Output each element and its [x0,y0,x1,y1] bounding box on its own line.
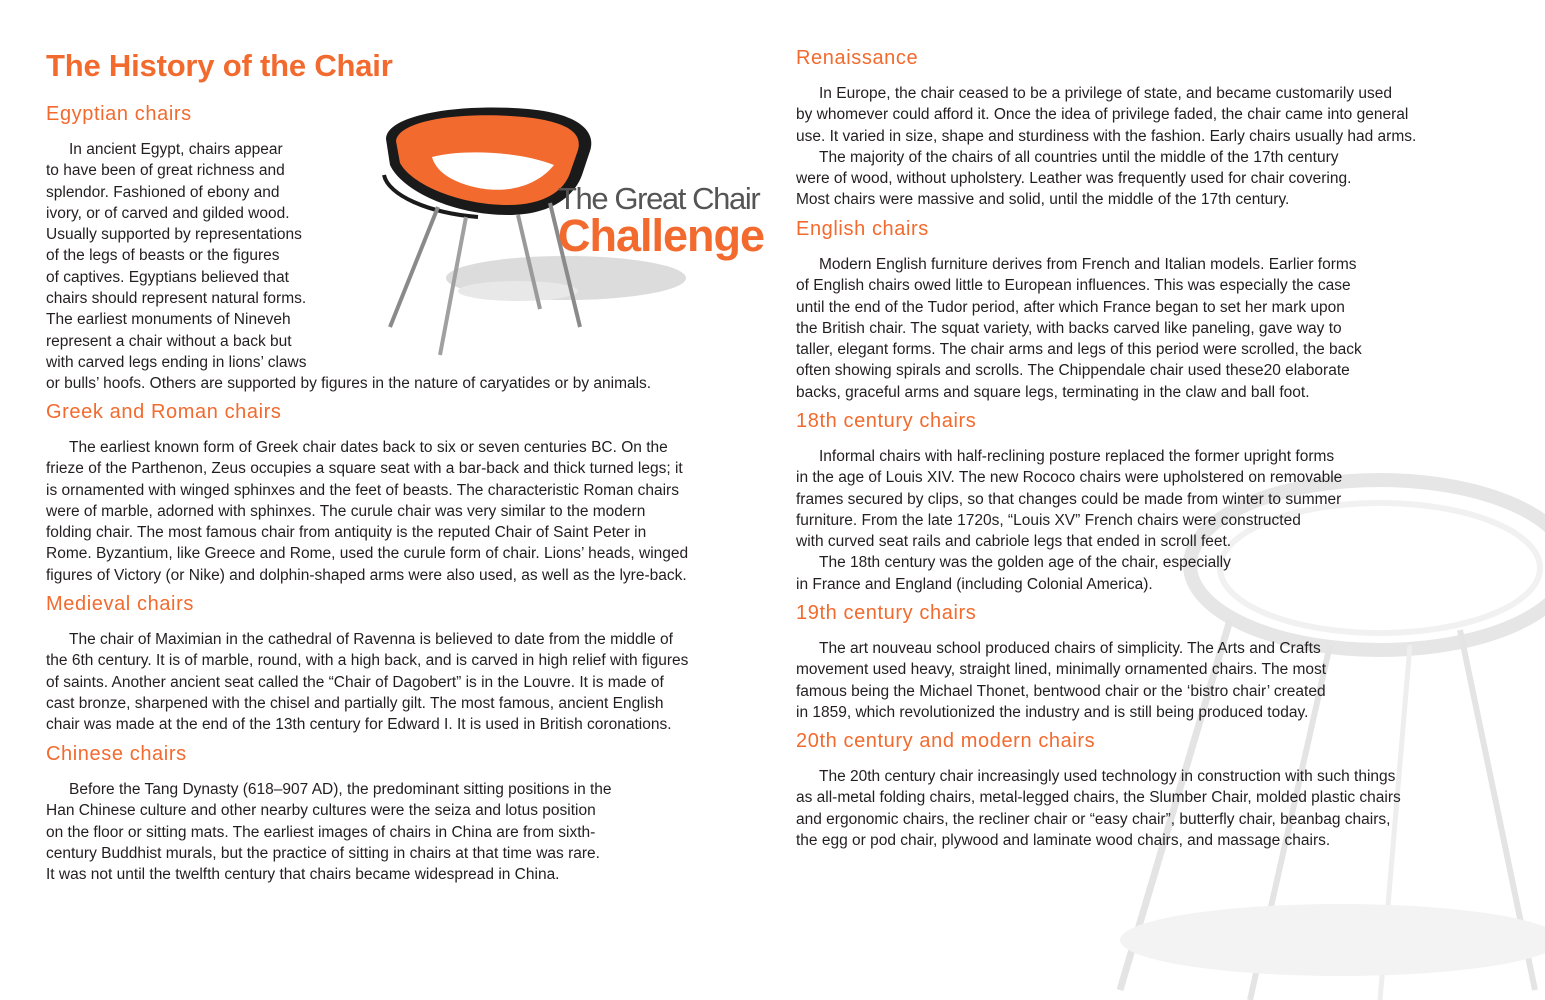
section-body [796,83,1496,211]
body-line: It was not until the twelfth century that chairs became widespread in China. [46,866,560,884]
section-greek-roman-chairs [46,400,766,586]
body-line: famous being the Michael Thonet, bentwood chair or the ‘bistro chair’ created [796,682,1326,700]
section-heading: English chairs [796,218,929,240]
body-line: The art nouveau school produced chairs of simplicity. The Arts and Crafts [819,640,1321,657]
body-line: splendor. Fashioned of ebony and [46,183,280,201]
section-body [796,638,1496,723]
body-line: The 20th century chair increasingly used technology in construction with such things [819,768,1396,785]
section-body [796,254,1496,403]
body-line: represent a chair without a back but [46,332,292,350]
body-line: in France and England (including Colonial America). [796,575,1153,593]
body-line: Informal chairs with half-reclining posture replaced the former upright forms [819,448,1335,465]
section-heading: Chinese chairs [46,743,187,765]
section-body [46,437,766,586]
body-line: and ergonomic chairs, the recliner chair or “easy chair”, butterfly chair, beanbag chairs, [796,810,1391,828]
section-chinese-chairs [46,742,766,885]
section-body [796,766,1496,851]
body-line: The 18th century was the golden age of the chair, especially [819,554,1231,572]
body-line: or bulls’ hoofs. Others are supported by figures in the nature of caryatides or by animals. [46,375,652,393]
body-line: of the legs of beasts or the figures [46,247,280,265]
body-line: cast bronze, sharpened with the chisel and partially gilt. The most famous, ancient English [46,694,664,712]
body-line: use. It varied in size, shape and sturdiness with the fashion. Early chairs usually had arms. [796,127,1417,145]
body-line: with carved legs ending in lions’ claws [46,353,307,371]
body-line: chairs should represent natural forms. [46,290,307,308]
section-body [796,446,1496,595]
section-body [46,139,766,395]
body-line: The earliest monuments of Nineveh [46,311,291,329]
section-heading: Renaissance [796,47,919,69]
body-line: of English chairs owed little to European influences. This was especially the case [796,277,1351,295]
section-19th-century-chairs [796,601,1496,723]
body-line: often showing spirals and scrolls. The Chippendale chair used these20 elaborate [796,362,1350,380]
section-heading: 18th century chairs [796,410,977,432]
body-line: In ancient Egypt, chairs appear [69,141,283,158]
body-line: furniture. From the late 1720s, “Louis XV” French chairs were constructed [796,511,1301,529]
logo-title: The Great Chair [558,181,760,216]
body-line: the British chair. The squat variety, with backs carved like paneling, gave way to [796,319,1342,337]
body-line: The chair of Maximian in the cathedral of Ravenna is believed to date from the middle of [69,631,673,648]
section-renaissance [796,46,1496,211]
body-line: figures of Victory (or Nike) and dolphin-shaped arms were also used, as well as the lyre-back. [46,566,687,584]
page-title: The History of the Chair [46,48,393,83]
body-line: were of wood, without upholstery. Leather was frequently used for chair covering. [796,170,1352,188]
body-line: as all-metal folding chairs, metal-legged chairs, the Slumber Chair, molded plastic chairs [796,789,1401,807]
section-egyptian-chairs [46,102,766,395]
section-heading: Greek and Roman chairs [46,401,282,423]
body-line: of saints. Another ancient seat called the “Chair of Dagobert” is in the Louvre. It is made of [46,673,664,691]
section-20th-century-modern-chairs [796,729,1496,851]
body-line: frames secured by clips, so that changes could be made from winter to summer [796,490,1342,508]
body-line: century Buddhist murals, but the practice of sitting in chairs at that time was rare. [46,844,600,862]
section-body [46,779,766,885]
body-line: folding chair. The most famous chair from antiquity is the reputed Chair of Saint Peter in [46,524,647,542]
body-line: is ornamented with winged sphinxes and the feet of beasts. The characteristic Roman chairs [46,481,679,499]
body-line: in the age of Louis XIV. The new Rococo chairs were upholstered on removable [796,469,1343,487]
section-medieval-chairs [46,592,766,735]
section-heading: 19th century chairs [796,602,977,624]
section-18th-century-chairs [796,409,1496,595]
section-heading: Medieval chairs [46,593,194,615]
body-line: the egg or pod chair, plywood and laminate wood chairs, and massage chairs. [796,831,1331,849]
section-heading: 20th century and modern chairs [796,730,1096,752]
body-line: taller, elegant forms. The chair arms and legs of this period were scrolled, the back [796,341,1362,359]
body-line: The earliest known form of Greek chair dates back to six or seven centuries BC. On the [69,439,668,456]
body-line: Rome. Byzantium, like Greece and Rome, used the curule form of chair. Lions’ heads, winged [46,545,689,563]
body-line: Modern English furniture derives from French and Italian models. Earlier forms [819,256,1357,273]
body-line: Most chairs were massive and solid, until the middle of the 17th century. [796,191,1290,209]
body-line: the 6th century. It is of marble, round, with a high back, and is carved in high relief with figures [46,652,689,670]
section-heading: Egyptian chairs [46,103,192,125]
body-line: movement used heavy, straight lined, minimally ornamented chairs. The most [796,661,1327,679]
body-line: backs, graceful arms and square legs, terminating in the claw and ball foot. [796,383,1310,401]
body-line: in 1859, which revolutionized the industry and is still being produced today. [796,703,1309,721]
body-line: Before the Tang Dynasty (618–907 AD), the predominant sitting positions in the [69,781,612,798]
body-line: The majority of the chairs of all countries until the middle of the 17th century [819,148,1339,166]
body-line: Usually supported by representations [46,226,302,244]
body-line: with curved seat rails and cabriole legs that ended in scroll feet. [796,533,1232,551]
body-line: by whomever could afford it. Once the idea of privilege faded, the chair came into general [796,106,1409,124]
body-line: frieze of the Parthenon, Zeus occupies a square seat with a bar-back and thick turned legs; it [46,460,683,478]
body-line: to have been of great richness and [46,162,285,180]
body-line: of captives. Egyptians believed that [46,268,289,286]
body-line: In Europe, the chair ceased to be a privilege of state, and became customarily used [819,85,1392,102]
section-body [46,629,766,735]
body-line: Han Chinese culture and other nearby cultures were the seiza and lotus position [46,802,596,820]
body-line: were of marble, adorned with sphinxes. The curule chair was very similar to the modern [46,502,646,520]
body-line: ivory, or of carved and gilded wood. [46,204,290,222]
body-line: until the end of the Tudor period, after which France began to set her mark upon [796,298,1345,316]
body-line: chair was made at the end of the 13th century for Edward I. It is used in British coronations. [46,716,672,734]
section-english-chairs [796,217,1496,403]
body-line: on the floor or sitting mats. The earliest images of chairs in China are from sixth- [46,823,596,841]
logo-subtitle: Challenge [558,210,765,261]
